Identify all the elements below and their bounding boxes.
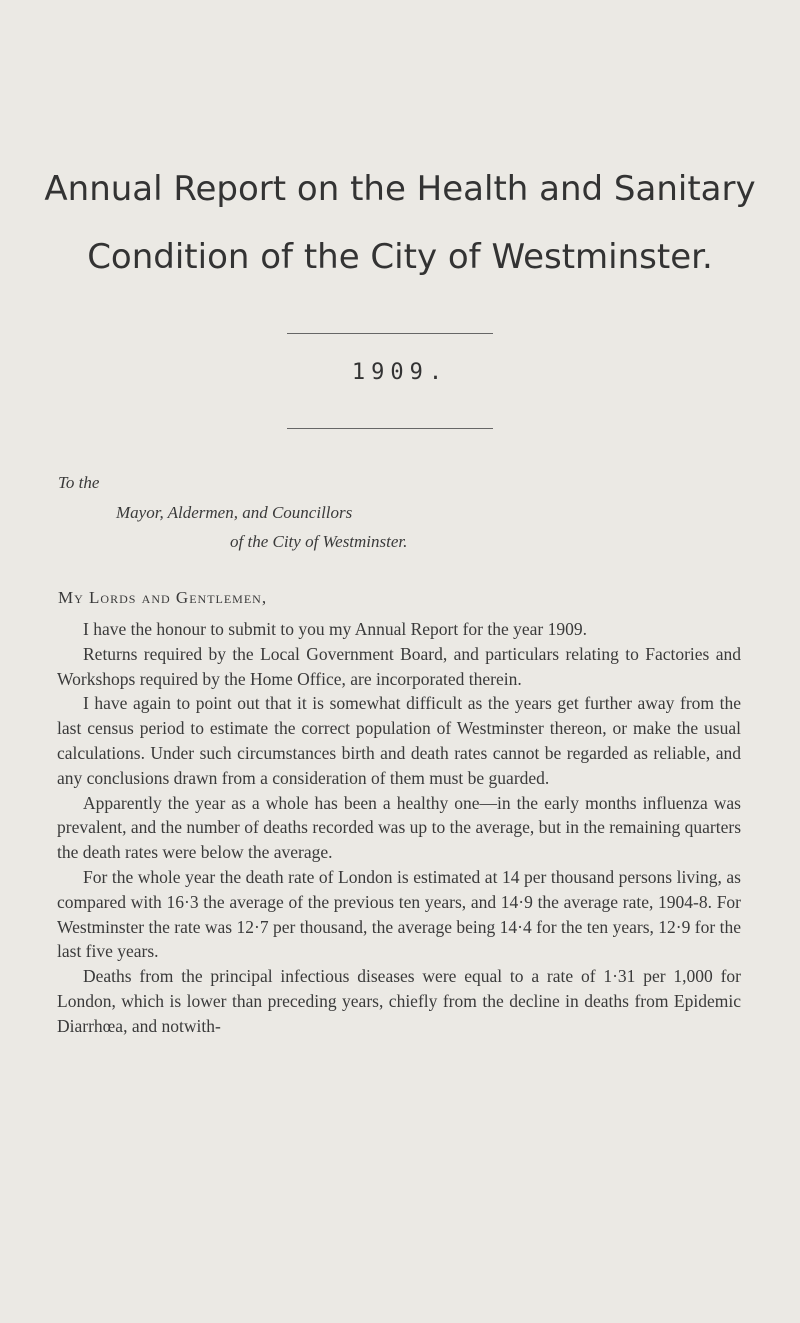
paragraph-5: For the whole year the death rate of London is estimated at 14 per thousand persons living, as compared with 16·3 the average of the previous ten years, and 14·9 the average rate, 1904-8. For Westminster the rate was 12·7 per thousand, the average being 14·4 for the ten years, 12·9 for the last five years. (57, 866, 741, 962)
report-year: 1909. (351, 360, 449, 385)
top-divider (287, 333, 493, 334)
paragraph-2: Returns required by the Local Government Board, and particulars relating to Factories and Workshops required by the Home Office, are incorporated therein. (57, 643, 741, 689)
bottom-divider (287, 428, 493, 429)
paragraph-1: I have the honour to submit to you my Annual Report for the year 1909. (83, 619, 588, 639)
paragraph-4: Apparently the year as a whole has been a healthy one—in the early months influenza was prevalent, and the number of deaths recorded was up to the average, but in the remaining quarters the death rates were below the average. (57, 792, 741, 863)
paragraph-6: Deaths from the principal infectious diseases were equal to a rate of 1·31 per 1,000 for London, which is lower than preceding years, chiefly from the decline in deaths from Epidemic Diarrhœa, and notwith- (57, 966, 741, 1036)
report-title-line-1: Annual Report on the Health and Sanitary (44, 169, 756, 209)
address-line-1: To the (58, 473, 100, 492)
address-line-2: Mayor, Aldermen, and Councillors (116, 503, 353, 522)
address-line-3: of the City of Westminster. (230, 532, 408, 551)
report-title-line-2: Condition of the City of Westminster. (87, 237, 713, 277)
letter-body (57, 617, 741, 1039)
paragraph-3: I have again to point out that it is somewhat difficult as the years get further away from the last census period to estimate the correct population of Westminster thereon, or make the usual calculations. Under such circumstances birth and death rates cannot be regarded as reliable, and any conclusions drawn from a consideration of them must be guarded. (57, 693, 741, 788)
salutation: My Lords and Gentlemen, (58, 588, 268, 607)
